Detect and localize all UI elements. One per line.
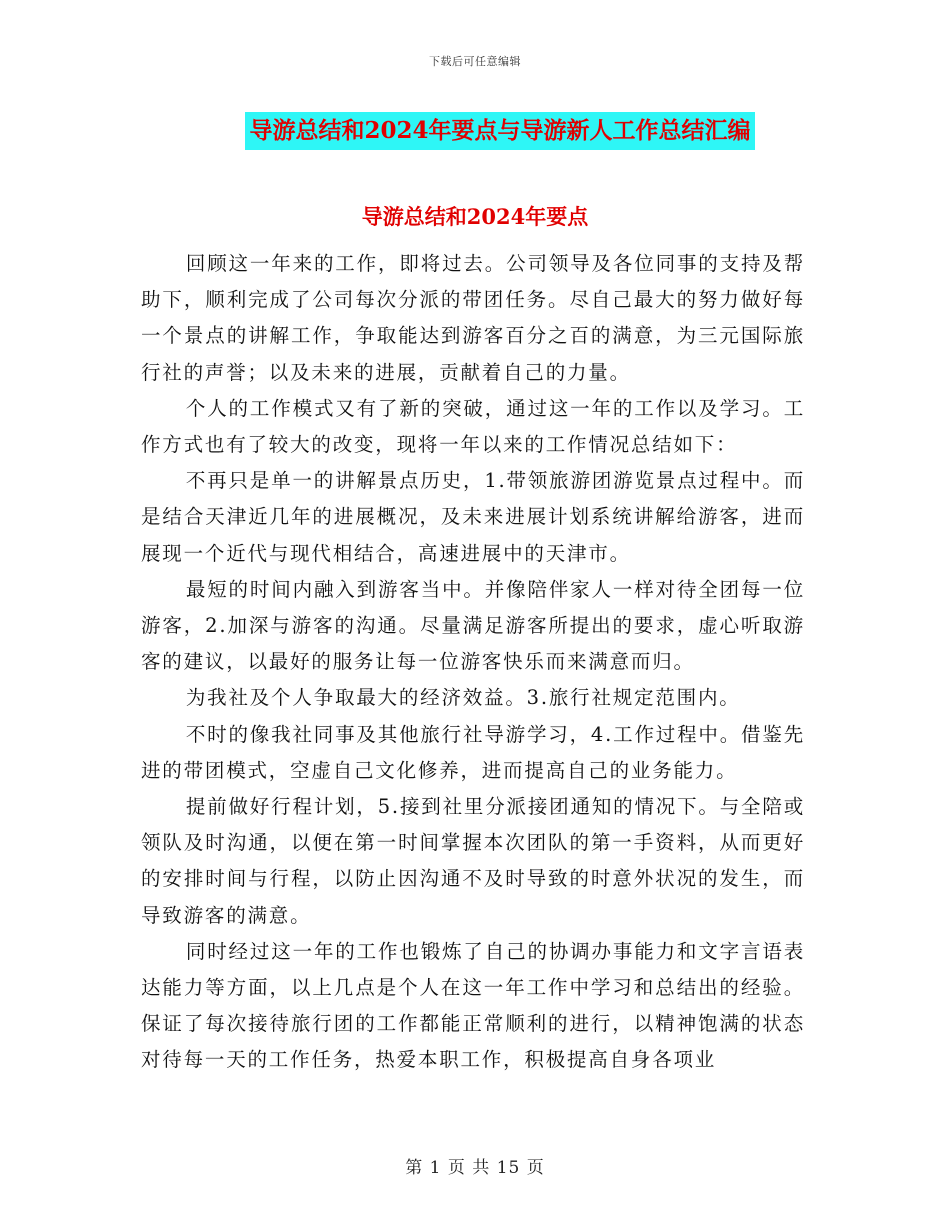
document-body	[141, 246, 805, 1079]
paragraph: 为我社及个人争取最大的经济效益。3.旅行社规定范围内。	[185, 686, 741, 710]
section-title: 导游总结和2024年要点	[361, 204, 589, 229]
paragraph: 同时经过这一年的工作也锻炼了自己的协调办事能力和文字言语表达能力等方面，以上几点是个人在这一年工作中学习和总结出的经验。保证了每次接待旅行团的工作都能正常顺利的进行，以精神饱满的状态对待每一天的工作任务，热爱本职工作，积极提高自身各项业	[141, 939, 805, 1072]
page-number-footer: 第 1 页 共 15 页	[405, 1158, 545, 1178]
paragraph: 最短的时间内融入到游客当中。并像陪伴家人一样对待全团每一位游客，2.加深与游客的沟通。尽量满足游客所提出的要求，虚心听取游客的建议，以最好的服务让每一位游客快乐而来满意而归。	[141, 577, 805, 674]
header-note: 下载后可任意编辑	[429, 55, 521, 68]
paragraph: 提前做好行程计划，5.接到社里分派接团通知的情况下。与全陪或领队及时沟通，以便在第一时间掌握本次团队的第一手资料，从而更好的安排时间与行程，以防止因沟通不及时导致的时意外状况的发生，而导致游客的满意。	[141, 795, 805, 927]
paragraph: 回顾这一年来的工作，即将过去。公司领导及各位同事的支持及帮助下，顺利完成了公司每次分派的带团任务。尽自己最大的努力做好每一个景点的讲解工作，争取能达到游客百分之百的满意，为三元国际旅行社的声誉；以及未来的进展，贡献着自己的力量。	[141, 252, 805, 384]
document-title: 导游总结和2024年要点与导游新人工作总结汇编	[245, 112, 754, 150]
paragraph: 个人的工作模式又有了新的突破，通过这一年的工作以及学习。工作方式也有了较大的改变，现将一年以来的工作情况总结如下：	[141, 396, 805, 457]
paragraph: 不再只是单一的讲解景点历史，1.带领旅游团游览景点过程中。而是结合天津近几年的进展概况，及未来进展计划系统讲解给游客，进而展现一个近代与现代相结合，高速进展中的天津市。	[141, 469, 805, 565]
document-title-container	[0, 112, 950, 150]
paragraph: 不时的像我社同事及其他旅行社导游学习，4.工作过程中。借鉴先进的带团模式，空虚自己文化修养，进而提高自己的业务能力。	[141, 722, 805, 782]
